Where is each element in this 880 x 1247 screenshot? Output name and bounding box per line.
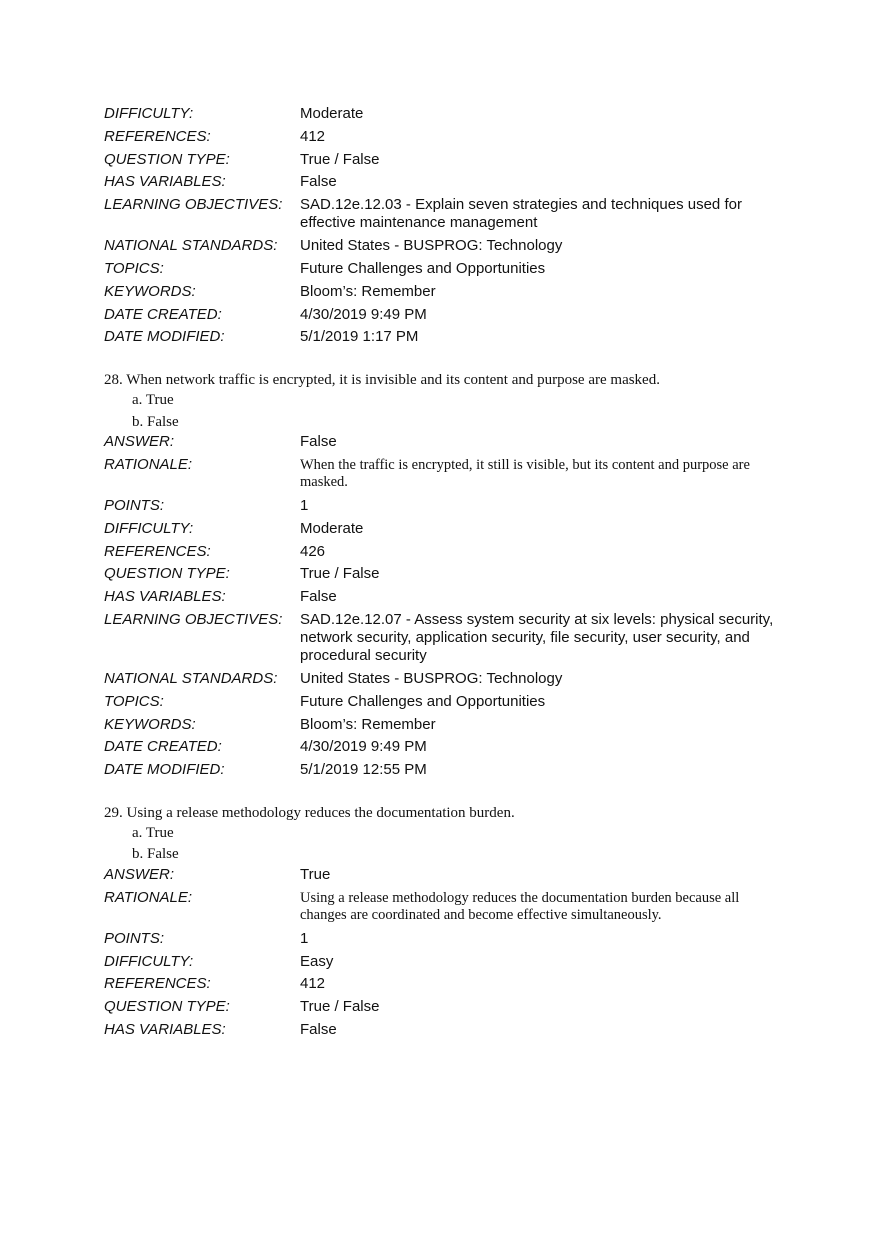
date-created-label: DATE CREATED: <box>104 738 222 756</box>
points-row <box>104 497 784 520</box>
points-label: POINTS: <box>104 929 165 947</box>
rationale-label: RATIONALE: <box>104 455 193 473</box>
question-type-label: QUESTION TYPE: <box>104 998 230 1016</box>
has-variables-row <box>104 1021 784 1044</box>
learning-objectives-value: SAD.12e.12.07 - Assess system security at six levels: physical security, network security, application security, file security, user security, and procedural security <box>300 610 774 664</box>
question-text: 28. When network traffic is encrypted, it is invisible and its content and purpose are masked. <box>104 372 660 389</box>
rationale-row <box>104 889 784 930</box>
keywords-row <box>104 283 784 306</box>
date-modified-row <box>104 328 784 351</box>
references-row <box>104 543 784 566</box>
national-standards-label: NATIONAL STANDARDS: <box>104 237 278 255</box>
has-variables-row <box>104 173 784 196</box>
question-29 <box>104 803 784 1044</box>
has-variables-value: False <box>300 173 337 191</box>
difficulty-row <box>104 520 784 543</box>
topics-label: TOPICS: <box>104 692 164 710</box>
references-value: 412 <box>300 975 326 993</box>
difficulty-label: DIFFICULTY: <box>104 519 194 537</box>
national-standards-value: United States - BUSPROG: Technology <box>300 237 563 255</box>
option-false: b. False <box>132 846 179 863</box>
difficulty-label: DIFFICULTY: <box>104 952 194 970</box>
references-label: REFERENCES: <box>104 542 211 560</box>
question-type-label: QUESTION TYPE: <box>104 565 230 583</box>
learning-objectives-label: LEARNING OBJECTIVES: <box>104 610 283 628</box>
references-label: REFERENCES: <box>104 975 211 993</box>
topics-label: TOPICS: <box>104 259 164 277</box>
rationale-label: RATIONALE: <box>104 888 193 906</box>
difficulty-value: Easy <box>300 952 334 970</box>
date-created-value: 4/30/2019 9:49 PM <box>300 305 427 323</box>
topics-row <box>104 693 784 716</box>
references-row <box>104 975 784 998</box>
difficulty-value: Moderate <box>300 105 364 122</box>
question-type-row <box>104 151 784 174</box>
answer-value: False <box>300 433 337 451</box>
difficulty-label: DIFFICULTY: <box>104 105 194 122</box>
difficulty-row <box>104 953 784 976</box>
keywords-value: Bloom’s: Remember <box>300 282 436 300</box>
date-created-row <box>104 306 784 329</box>
date-modified-value: 5/1/2019 1:17 PM <box>300 328 419 346</box>
national-standards-row <box>104 670 784 693</box>
points-label: POINTS: <box>104 496 165 514</box>
has-variables-label: HAS VARIABLES: <box>104 173 226 191</box>
references-value: 412 <box>300 127 326 145</box>
points-value: 1 <box>300 496 309 514</box>
references-value: 426 <box>300 542 326 560</box>
learning-objectives-row <box>104 611 784 670</box>
points-row <box>104 930 784 953</box>
has-variables-value: False <box>300 1020 337 1038</box>
document-page <box>104 105 784 1044</box>
question-type-row <box>104 998 784 1021</box>
answer-label: ANSWER: <box>104 433 175 451</box>
date-modified-label: DATE MODIFIED: <box>104 328 225 346</box>
date-modified-row <box>104 761 784 784</box>
has-variables-row <box>104 588 784 611</box>
question-type-label: QUESTION TYPE: <box>104 150 230 168</box>
date-modified-label: DATE MODIFIED: <box>104 761 225 779</box>
has-variables-value: False <box>300 588 337 606</box>
topics-value: Future Challenges and Opportunities <box>300 692 546 710</box>
option-true: a. True <box>132 392 174 409</box>
national-standards-row <box>104 237 784 260</box>
question-27-metadata <box>104 105 784 351</box>
topics-row <box>104 260 784 283</box>
keywords-label: KEYWORDS: <box>104 282 196 300</box>
learning-objectives-value: SAD.12e.12.03 - Explain seven strategies and techniques used for effective maintenance management <box>300 196 742 232</box>
keywords-value: Bloom’s: Remember <box>300 715 436 733</box>
answer-row <box>104 866 784 889</box>
references-row <box>104 128 784 151</box>
difficulty-row <box>104 105 784 128</box>
option-true: a. True <box>132 824 174 841</box>
points-value: 1 <box>300 929 309 947</box>
learning-objectives-row <box>104 196 784 237</box>
learning-objectives-label: LEARNING OBJECTIVES: <box>104 196 283 214</box>
answer-label: ANSWER: <box>104 865 175 883</box>
has-variables-label: HAS VARIABLES: <box>104 1020 226 1038</box>
date-created-row <box>104 738 784 761</box>
question-type-row <box>104 565 784 588</box>
rationale-value: Using a release methodology reduces the documentation burden because all changes are coordinated and become effective simultaneously. <box>300 889 740 924</box>
has-variables-label: HAS VARIABLES: <box>104 588 226 606</box>
question-type-value: True / False <box>300 565 380 583</box>
date-modified-value: 5/1/2019 12:55 PM <box>300 761 427 779</box>
date-created-value: 4/30/2019 9:49 PM <box>300 738 427 756</box>
national-standards-label: NATIONAL STANDARDS: <box>104 669 278 687</box>
question-type-value: True / False <box>300 150 380 168</box>
difficulty-value: Moderate <box>300 519 364 537</box>
references-label: REFERENCES: <box>104 127 211 145</box>
question-type-value: True / False <box>300 998 380 1016</box>
date-created-label: DATE CREATED: <box>104 305 222 323</box>
answer-value: True <box>300 865 331 883</box>
rationale-row <box>104 456 784 497</box>
answer-row <box>104 433 784 456</box>
keywords-row <box>104 716 784 739</box>
topics-value: Future Challenges and Opportunities <box>300 259 546 277</box>
rationale-value: When the traffic is encrypted, it still is visible, but its content and purpose are masked. <box>300 456 750 491</box>
option-false: b. False <box>132 413 179 430</box>
keywords-label: KEYWORDS: <box>104 715 196 733</box>
question-28 <box>104 370 784 784</box>
question-text: 29. Using a release methodology reduces the documentation burden. <box>104 804 515 821</box>
national-standards-value: United States - BUSPROG: Technology <box>300 669 563 687</box>
